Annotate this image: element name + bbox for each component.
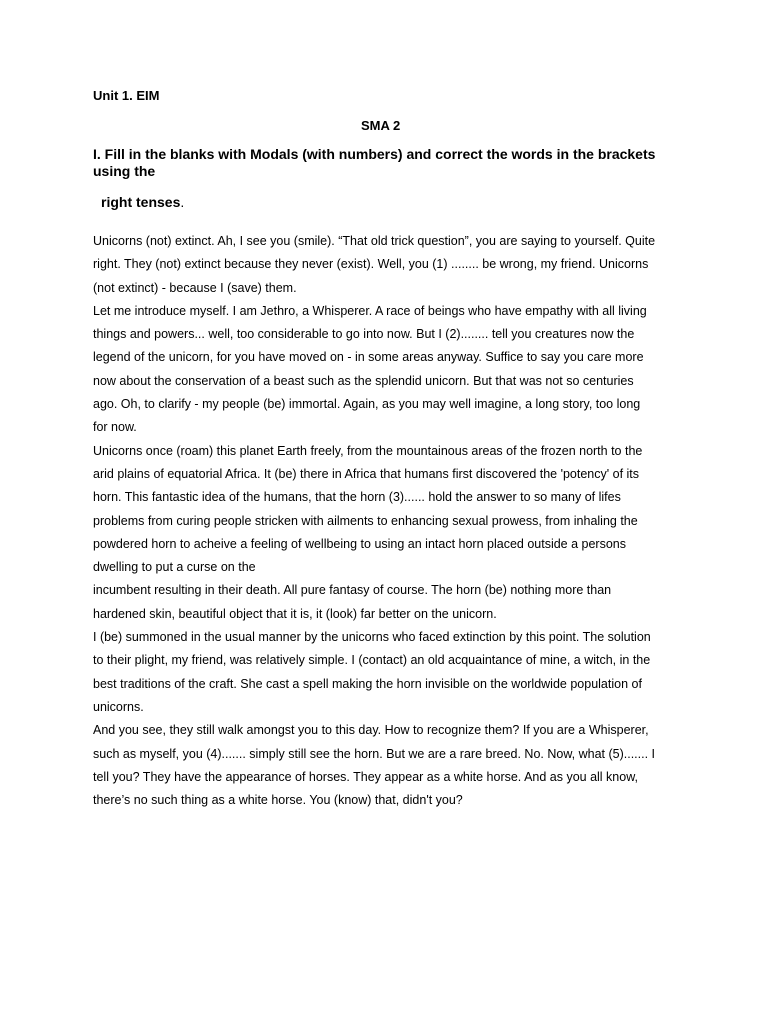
class-label: SMA 2 [361, 118, 401, 133]
body-line: horn. This fantastic idea of the humans, that the horn (3)...... hold the answer to so many of lifes [93, 490, 621, 505]
body-line: dwelling to put a curse on the [93, 560, 256, 575]
body-line: Let me introduce myself. I am Jethro, a Whisperer. A race of beings who have empathy with all living [93, 303, 647, 318]
body-line: for now. [93, 420, 137, 435]
exercise-body [93, 230, 659, 812]
body-line: ago. Oh, to clarify - my people (be) immortal. Again, as you may well imagine, a long story, too long [93, 397, 641, 412]
instruction-right-tenses: right tenses [101, 194, 181, 210]
body-line: such as myself, you (4)....... simply still see the horn. But we are a rare breed. No. Now, what (5)....... I [93, 746, 656, 761]
body-line: incumbent resulting in their death. All pure fantasy of course. The horn (be) nothing more than [93, 583, 612, 598]
body-line: hardened skin, beautiful object that it is, it (look) far better on the unicorn. [93, 606, 497, 621]
body-line: now about the conservation of a beast such as the splendid unicorn. But that was not so centuries [93, 373, 634, 388]
body-line: legend of the unicorn, for you have moved on - in some areas anyway. Suffice to say you care more [93, 350, 644, 365]
instruction-heading: I. Fill in the blanks with Modals (with numbers) and correct the words in the brackets using the [93, 146, 656, 179]
body-line: I (be) summoned in the usual manner by the unicorns who faced extinction by this point. The solution [93, 630, 651, 645]
body-line: problems from curing people stricken with ailments to enhancing sexual prowess, from inhaling the [93, 513, 638, 528]
body-line: things and powers... well, too considerable to go into now. But I (2)........ tell you creatures now the [93, 327, 635, 342]
body-line: powdered horn to acheive a feeling of wellbeing to using an intact horn placed outside a persons [93, 536, 626, 551]
body-line: right. They (not) extinct because they never (exist). Well, you (1) ........ be wrong, my friend. Unicorns [93, 257, 649, 272]
body-line: tell you? They have the appearance of horses. They appear as a white horse. And as you all know, [93, 769, 639, 784]
instruction-continuation [101, 194, 184, 210]
body-line: Unicorns (not) extinct. Ah, I see you (smile). “That old trick question”, you are saying to yourself. Quite [93, 234, 656, 248]
instruction-period: . [180, 194, 185, 210]
unit-title: Unit 1. EIM [93, 88, 160, 103]
body-line: Unicorns once (roam) this planet Earth freely, from the mountainous areas of the frozen north to the [93, 443, 643, 458]
body-line: unicorns. [93, 699, 144, 714]
body-line: to their plight, my friend, was relatively simple. I (contact) an old acquaintance of mine, a witch, in the [93, 653, 651, 668]
body-line: arid plains of equatorial Africa. It (be) there in Africa that humans first discovered the 'potency' of its [93, 466, 640, 481]
body-line: there’s no such thing as a white horse. You (know) that, didn't you? [93, 793, 463, 808]
body-line: best traditions of the craft. She cast a spell making the horn invisible on the worldwide population of [93, 676, 642, 691]
body-line: And you see, they still walk amongst you to this day. How to recognize them? If you are a Whisperer, [93, 723, 649, 738]
body-line: (not extinct) - because I (save) them. [93, 280, 297, 295]
